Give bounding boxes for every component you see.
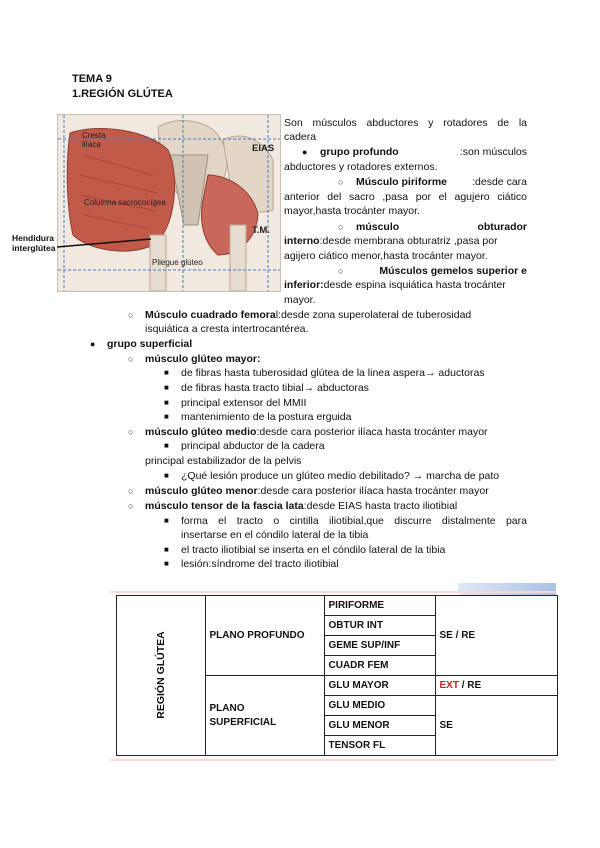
profundo-tail: :son músculos (459, 146, 527, 158)
muscle-cell: GLU MEDIO (324, 696, 435, 716)
bullet-circle: ○ (128, 501, 134, 511)
gluteo-mayor-item: de fibras hasta tuberosidad glútea de la linea aspera→ aductoras (181, 367, 485, 379)
gluteo-medio-name: músculo glúteo medio (145, 426, 257, 438)
gluteo-medio-item: ¿Qué lesión produce un glúteo medio debilitado? → marcha de pato (181, 470, 500, 482)
piriforme-line-3: mayor,hasta trocánter mayor. (284, 205, 420, 217)
cropped-toolbar-remnant (458, 583, 556, 595)
intro-text (284, 116, 527, 144)
muscle-cell: GEME SUP/INF (324, 636, 435, 656)
bullet-square: ■ (164, 398, 169, 407)
label-iliaca: ilíaca (82, 140, 101, 149)
tensor-name: músculo tensor de la fascia lata (145, 500, 304, 512)
gluteo-medio-line (145, 425, 488, 439)
gemelos-name-2: inferior: (284, 279, 324, 291)
piriforme-head (356, 175, 527, 189)
hendidura-line-1: Hendidura (12, 233, 55, 243)
bullet-circle: ○ (128, 354, 134, 364)
gluteo-medio-plain: principal estabilizador de la pelvis (145, 455, 302, 467)
bullet-square: ■ (164, 412, 169, 421)
intro-line-2: cadera (284, 131, 317, 143)
obturador-head (356, 220, 527, 234)
gluteo-mayor-name: músculo glúteo mayor: (145, 353, 261, 365)
cuadrado-line-2: isquiática a cresta intertrocantérea. (145, 323, 309, 335)
gluteo-menor-line (145, 484, 489, 498)
muscle-cell: GLU MENOR (324, 716, 435, 736)
bullet-square: ■ (164, 368, 169, 377)
tensor-item-3: lesión:síndrome del tracto iliotibial (181, 558, 339, 570)
obturador-name-1: músculo (356, 221, 400, 233)
bullet-circle: ○ (338, 177, 344, 187)
gluteo-medio-tail: :desde cara posterior ilíaca hasta trocánter mayor (256, 426, 488, 438)
bullet-square: ■ (164, 545, 169, 554)
re-label: / RE (458, 679, 482, 691)
obturador-line-2 (284, 234, 527, 248)
gemelos-tail: desde espina isquiática hasta trocánter (323, 279, 506, 291)
obturador-line-3: agijero ciático menor,hasta trocánter mayor. (284, 250, 488, 262)
section-title: 1.REGIÓN GLÚTEA (72, 88, 173, 100)
bullet-dot: ● (90, 339, 96, 349)
obturador-name-3: interno (284, 235, 320, 247)
label-pliegue: Pliegue glúteo (152, 258, 203, 267)
bullet-square: ■ (164, 516, 169, 525)
superficial-title: grupo superficial (107, 338, 193, 350)
hendidura-arrow (55, 235, 155, 251)
topic-number: TEMA 9 (72, 73, 112, 85)
profundo-head (320, 145, 527, 159)
bullet-square: ■ (164, 471, 169, 480)
muscle-summary-table (116, 595, 558, 756)
piriforme-tail: :desde cara (472, 176, 527, 188)
bullet-dot: ● (302, 147, 308, 157)
region-label: REGIÓN GLÚTEA (154, 631, 167, 719)
obturador-name-2: obturador (477, 221, 527, 233)
label-eias: EIAS (252, 143, 275, 154)
gluteal-anatomy-figure (57, 114, 281, 292)
summary-table-image (110, 583, 556, 761)
profundo-action-cell: SE / RE (435, 596, 557, 676)
bullet-circle: ○ (338, 222, 344, 232)
region-cell (117, 596, 206, 756)
mayor-action-cell (435, 676, 557, 696)
tensor-item-1-line-1: forma el tracto o cintilla iliotibial,que discurre distalmente para (181, 515, 527, 527)
gemelos-line-3: mayor. (284, 294, 316, 306)
intro-line-1: Son músculos abductores y rotadores de la (284, 117, 527, 129)
gemelos-name: Músculos gemelos superior e (379, 265, 527, 277)
tensor-tail: :desde EIAS hasta tracto iliotibial (303, 500, 458, 512)
superficial-action-cell: SE (435, 696, 557, 756)
bullet-circle: ○ (128, 310, 134, 320)
cuadrado-tail: l:desde zona superolateral de tuberosidad (275, 309, 472, 321)
gluteo-medio-item: principal abductor de la cadera (181, 440, 325, 452)
muscle-cell: CUADR FEM (324, 656, 435, 676)
obturador-tail: :desde membrana obturatriz ,pasa por (319, 235, 498, 247)
bullet-square: ■ (164, 559, 169, 568)
tensor-line (145, 499, 457, 513)
cuadrado-line-1 (145, 308, 527, 322)
hendidura-line-2: interglútea (12, 243, 56, 253)
ext-label: EXT (439, 679, 459, 691)
plano-profundo-cell: PLANO PROFUNDO (205, 596, 324, 676)
bullet-circle: ○ (338, 266, 344, 276)
profundo-line-2: abductores y rotadores externos. (284, 161, 438, 173)
label-hendidura (12, 233, 55, 253)
label-columna: Columna sacrococígea (84, 198, 166, 207)
pink-edge-top (110, 591, 556, 593)
bullet-circle: ○ (128, 486, 134, 496)
gemelos-line-2 (284, 278, 527, 292)
gluteo-menor-tail: :desde cara posterior ilíaca hasta trocánter mayor (257, 485, 489, 497)
gluteo-mayor-item: mantenimiento de la postura erguida (181, 411, 352, 423)
muscle-cell: TENSOR FL (324, 736, 435, 756)
gluteo-menor-name: músculo glúteo menor (145, 485, 258, 497)
plano-superficial-line-2: SUPERFICIAL (209, 716, 277, 728)
cuadrado-name: Músculo cuadrado femora (145, 309, 276, 321)
gluteo-mayor-item: de fibras hasta tracto tibial→ abductoras (181, 382, 369, 394)
muscle-cell: OBTUR INT (324, 616, 435, 636)
plano-superficial-cell (205, 676, 324, 756)
muscle-cell: GLU MAYOR (324, 676, 435, 696)
label-tm: T.M. (252, 225, 270, 236)
plano-superficial-line-1: PLANO (209, 702, 245, 714)
tensor-item-1-line-2: insertarse en el cóndilo lateral de la tibia (181, 529, 369, 541)
gluteo-mayor-item: principal extensor del MMII (181, 397, 307, 409)
profundo-title: grupo profundo (320, 146, 399, 158)
bullet-square: ■ (164, 383, 169, 392)
bullet-circle: ○ (128, 427, 134, 437)
pink-edge-bottom (110, 759, 556, 761)
bullet-square: ■ (164, 441, 169, 450)
piriforme-name: Músculo piriforme (356, 176, 448, 188)
muscle-cell: PIRIFORME (324, 596, 435, 616)
piriforme-line-2: anterior del sacro ,pasa por el agujero ciático (284, 191, 527, 203)
label-cresta: Cresta (82, 131, 106, 140)
tensor-item-2: el tracto iliotibial se inserta en el cóndilo lateral de la tibia (181, 544, 446, 556)
